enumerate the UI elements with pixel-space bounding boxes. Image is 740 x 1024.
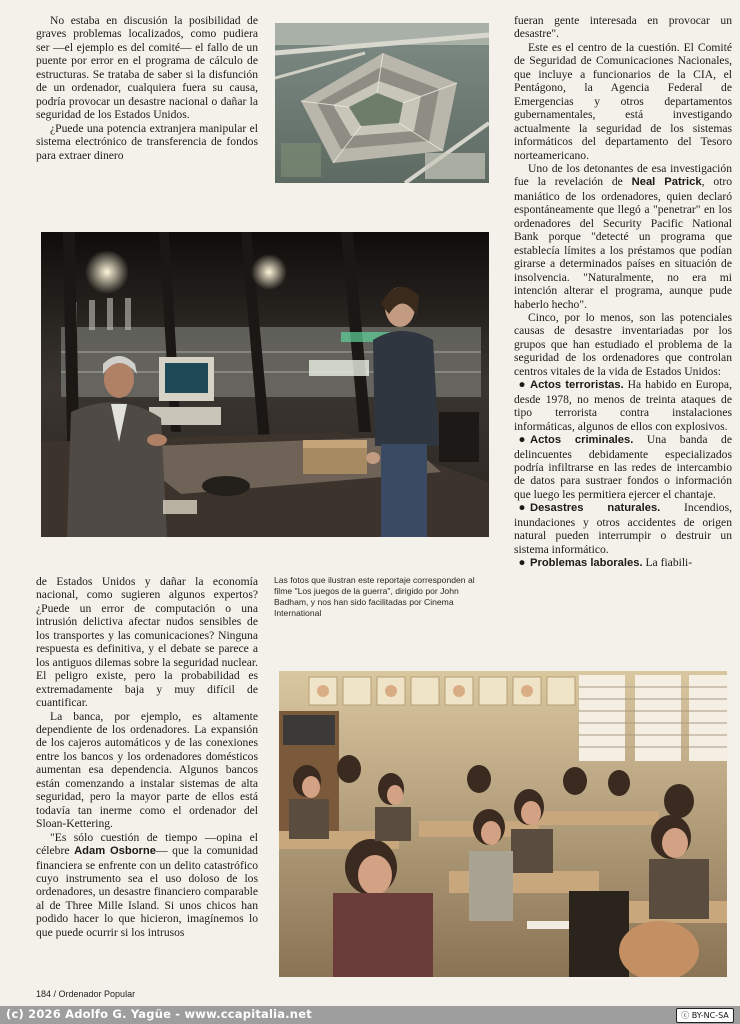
paragraph: ¿Puede una potencia extranjera manipular el sistema electrónico de transferencia de fondos para extraer dinero <box>36 121 258 162</box>
bullet-icon: ● <box>518 433 526 447</box>
bullet-item: ● Problemas laborales. La fiabili- <box>514 556 732 570</box>
article-column-left-bottom <box>36 575 258 939</box>
bullet-item: ● Actos criminales. Una banda de delincuentes debidamente especializados podría infiltrarse en las redes de intercambio de datos para sustraer fondos o información que luego les permitiera ejercer el chantaje. <box>514 433 732 501</box>
paragraph: Este es el centro de la cuestión. El Comité de Seguridad de Comunicaciones Nacionales, que incluye a funcionarios de la CIA, el Pentágono, la Agencia Federal de Emergencias y otros departamentos gubernamentales, está investigando actualmente la seguridad de los sistemas informáticos del departamento del Tesoro norteamericano. <box>514 40 732 162</box>
paragraph: Uno de los detonantes de esa investigación fue la revelación de Neal Patrick, otro maniático de los ordenadores, quien declaró espontáneamente que llegó a "penetrar" en los ordenadores del Security Pacific National Bank porque "detecté un programa que establecía límites a los préstamos que podían girarse a determinados países en situación de insolvencia. "Naturalmente, no era mi intención alterar el programa, aunque pude haberlo hecho". <box>514 161 732 311</box>
classroom-photo <box>279 671 727 977</box>
paragraph: fueran gente interesada en provocar un desastre". <box>514 14 732 41</box>
person-name: Neal Patrick <box>631 176 702 189</box>
paragraph: La banca, por ejemplo, es altamente dependiente de los ordenadores. La expansión de los cajeros automáticos y de las conexiones entre los bancos y los ordenadores domésticos aumentan esa dependencia. Algunos bancos están comenzando a instalar sistemas de alta seguridad, pero la mayor parte de ellos está todavía tan inerme como el ordenador del Sloan-Kettering. <box>36 709 258 831</box>
bullet-item: ● Desastres naturales. Incendios, inundaciones y otros accidentes de origen natural pueden interrumpir o destruir un sistema informático. <box>514 501 733 556</box>
article-column-left-top <box>36 14 258 162</box>
photo-caption: Las fotos que ilustran este reportaje corresponden al filme "Los juegos de la guerra", dirigido por John Badham, y nos han sido facilitadas por Cinema International <box>274 575 475 618</box>
paragraph: de Estados Unidos y dañar la economía nacional, como sugieren algunos expertos? ¿Puede un error de computación o una intrusión delictiva afectar nudos sensibles de los transportes y las comunicaciones? Ninguna respuesta es definitiva, y el debate se parece a los antiguos dilemas sobre la seguridad nuclear. El peligro existe, pero la probabilidad es extremadamente baja y muy difícil de cuantificar. <box>36 575 258 710</box>
bullet-item: ● Actos terroristas. Ha habido en Europa, desde 1978, no menos de treinta ataques de tipo terrorista contra instalaciones informáticas, algunos de ellos con explosivos. <box>514 378 732 433</box>
page-folio: 184 / Ordenador Popular <box>36 989 136 999</box>
bullet-icon: ● <box>518 556 526 570</box>
paragraph: "Es sólo cuestión de tiempo —opina el célebre Adam Osborne— que la comunidad financiera se enfrente con un delito catastrófico cuyo instrumento sea el uso doloso de los ordenadores, un desastre financiero comparable al de Three Mille Island. Si unos chicos han podido hacer lo que hicieron, imagínemos lo que puede ocurrir si los intrusos <box>36 830 258 939</box>
paragraph: No estaba en discusión la posibilidad de graves problemas localizados, como pudiera ser —el ejemplo es del comité— el fallo de un puente por error en el programa de cálculo de estructuras. Se trataba de saber si la disfunción de un ordenador, cualquiera fuera su causa, podría provocar un desastre nacional o dañar la seguridad de los Estados Unidos. <box>36 14 258 122</box>
bullet-icon: ● <box>518 501 526 515</box>
paragraph: Cinco, por lo menos, son las potenciales causas de desastre inventariadas por los grupos que han estudiado el problema de la seguridad de los ordenadores que controlan centros vitales de la vida de Estados Unidos: <box>514 310 732 378</box>
control-room-photo <box>41 232 489 537</box>
copyright-footer <box>0 1006 740 1024</box>
person-name: Adam Osborne <box>74 845 156 858</box>
bullet-icon: ● <box>518 378 526 392</box>
cc-icon: ⓒ <box>681 1011 690 1020</box>
copyright-text: (c) 2026 Adolfo G. Yagüe - www.ccapitalia.net <box>6 1007 312 1021</box>
cc-license-badge: ⓒ BY-NC-SA <box>676 1008 734 1023</box>
pentagon-aerial-photo <box>275 23 489 183</box>
article-column-right <box>514 14 732 571</box>
